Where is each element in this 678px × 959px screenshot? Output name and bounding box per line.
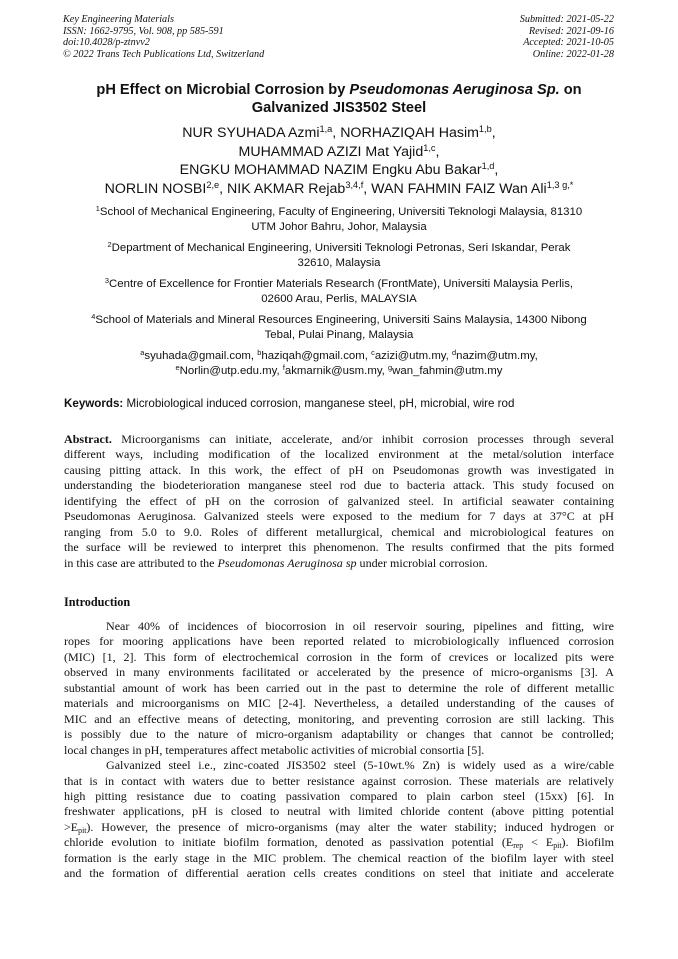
affiliation-number: 3 [104,275,110,285]
date-accepted: Accepted: 2021-10-05 [523,37,614,49]
paragraph-line: MIC and an effective means of detecting, monitoring, and preventing corrosion are still lacking. This [64,711,614,726]
affiliation [55,313,623,343]
title-part1: pH Effect on Microbial Corrosion by [96,82,350,98]
paragraph-line [64,820,614,835]
journal-copyright: © 2022 Trans Tech Publications Ltd, Switzerland [63,48,265,60]
author-sup: 1,b [478,123,492,134]
title-species: Pseudomonas Aeruginosa Sp. [349,82,560,98]
email-sup: g [388,362,393,372]
email-link[interactable]: azizi@utm.my [374,350,446,362]
affiliation-line: School of Materials and Mineral Resources Engineering, Universiti Sains Malaysia, 14300 Nibong [95,314,587,326]
title-part2: on [559,82,582,98]
subscript: pit [553,841,562,851]
affiliation-line: Department of Mechanical Engineering, Universiti Teknologi Petronas, Seri Iskandar, Perak [111,242,571,254]
abstract-label: Abstract. [64,432,112,446]
paragraph-line: Galvanized steel i.e., zinc-coated JIS3502 steel (5-10wt.% Zn) is widely used as a wire/cable [106,758,614,773]
email-link[interactable]: nazim@utm.my [456,350,535,362]
abstract-line: causing pitting attack. In this work, the effect of pH on Pseudomonas growth was investigated in [64,462,614,477]
affiliation-line: Tebal, Pulai Pinang, Malaysia [264,329,414,341]
journal-header-left [63,14,264,60]
abstract-line: different ways, including modification of the localized environment at the metal/solution interface [64,447,614,462]
keywords-text: Microbiological induced corrosion, manganese steel, pH, microbial, wire rod [123,397,515,410]
email-link[interactable]: akmarnik@usm.my [284,365,382,377]
email-link[interactable]: wan_fahmin@utm.my [392,365,503,377]
abstract-species: Pseudomonas Aeruginosa sp [217,555,357,570]
paragraph-line: (MIC) [1, 2]. This form of electrochemical corrosion in the form of crevices or localized pits were [64,649,614,664]
text-run: chloride evolution to initiate biofilm formation, denoted as passivation potential (E [64,835,514,850]
email-sup: e [175,362,180,372]
affiliation-line: Centre of Excellence for Frontier Materials Research (FrontMate), Universiti Malaysia Perlis, [109,278,574,290]
author-list: NUR SYUHADA Azmi$^{1,a}$, NORHAZIQAH Hasim$^{1,b}$, MUHAMMAD AZIZI Mat Yajid$^{1,c}$, ENGKU MOHAMMAD NAZIM Engku Abu Bakar$^{1,d}$, NORLIN NOSBI$^{2,e}$, NIK AKMAR Rejab$^{3,4,f}$, WAN FAHMIN FAIZ Wan Ali$^{1,3 g,*}$ [104,123,574,197]
affiliation-line: 02600 Arau, Perlis, MALAYSIA [261,293,417,305]
title-line2: Galvanized JIS3502 Steel [251,100,427,116]
keywords-label: Keywords: [64,397,124,410]
text-run: ). Biofilm [561,835,614,850]
text-run: < E [523,835,554,850]
journal-header-right [520,14,614,60]
section-heading-introduction: Introduction [64,595,131,609]
affiliation [55,277,623,307]
paragraph-line: Near 40% of incidences of biocorrosion in oil reservoir souring, pipelines and fitting, wire [106,619,614,633]
affiliation-number: 2 [107,239,112,249]
author-sup: 2,e [206,179,220,190]
subscript: pit [78,825,87,835]
paragraph-line: substantial amount of work has been carried out in the past to determine the role of different metallic [64,680,614,695]
email-list: $^a$syuhada@gmail.com, $^b$haziqah@gmail.com, $^c$azizi@utm.my, $^d$nazim@utm.my, $^e$Norlin@utp.edu.my, $^f$akmarnik@usm.my, $^g$wan_fahmin@utm.my [140,347,538,377]
author-name: NORHAZIQAH Hasim [340,125,479,141]
email-link[interactable]: syuhada@gmail.com [144,350,251,362]
email-link[interactable]: haziqah@gmail.com [261,350,365,362]
paragraph-line: materials and microorganisms on MIC [2-4]. Nevertheless, a detailed understanding of the causes of [64,696,614,711]
paper-title [40,81,638,117]
abstract-line: Pseudomonas Aeruginosa. Galvanized steels were exposed to the medium for 7 days at 37°C at pH [64,509,614,524]
author-name: MUHAMMAD AZIZI Mat Yajid [238,143,424,160]
author-sup: 1,a [319,123,333,134]
date-revised: Revised: 2021-09-16 [528,25,614,37]
journal-name: Key Engineering Materials [63,14,174,25]
abstract-line: identifying the effect of pH on the corrosion of galvanized steel. In artificial seawater containing [64,493,614,508]
affiliation-number: 1 [95,203,100,213]
introduction-body [64,619,614,882]
author-name: NIK AKMAR Rejab [227,180,346,197]
author-name: NUR SYUHADA Azmi [182,125,320,141]
abstract-line: understanding the biodeterioration manganese steel rod due to bacteria attack. This study focused on [64,478,614,493]
abstract [64,432,614,571]
affiliation-number: 4 [91,311,96,321]
affiliation-line: School of Mechanical Engineering, Faculty of Engineering, Universiti Teknologi Malaysia, 81310 [99,206,583,218]
abstract-line: ranging from 5.0 to 9.0. Roles of different metallurgical, chemical and microbiological features on [64,524,614,539]
email-sup: c [371,347,375,357]
journal-doi: doi:10.4028/p-ztnvv2 [63,37,150,49]
paragraph-line: and the formation of differential aeration cells creates conditions on steel that initiate and accelerate [64,866,614,881]
affiliation-line: UTM Johor Bahru, Johor, Malaysia [251,221,427,233]
author-sup: 1,3 g,* [546,179,574,190]
email-sup: a [140,347,145,357]
affiliation [55,205,623,235]
date-online: Online: 2022-01-28 [532,48,614,60]
paragraph-line: freshwater applications, pH is closed to neutral with limited chloride content (above pitting potential [64,804,614,819]
paragraph-line: local changes in pH, temperatures affect metabolic activities of microbial consortia [5]. [64,742,485,757]
affiliation [55,241,623,271]
journal-issn: ISSN: 1662-9795, Vol. 908, pp 585-591 [63,25,224,37]
paragraph-line [64,835,614,850]
email-sup: b [257,347,262,357]
abstract-line: Microorganisms can initiate, accelerate, and/or inhibit corrosion processes through several [111,432,614,446]
abstract-line: under microbial corrosion. [356,555,488,570]
subscript: rep [513,841,524,851]
keywords [64,397,624,411]
text-run: >E [64,819,79,834]
date-submitted: Submitted: 2021-05-22 [519,14,614,25]
author-sup: 3,4,f [345,179,364,190]
affiliation-list [55,205,623,379]
text-run: ). However, the presence of micro-organisms (may alter the water stability; induced hydrogen or [86,819,614,834]
abstract-line: in this case are attributed to the [64,555,218,570]
author-name: NORLIN NOSBI [104,180,207,197]
abstract-line: the surface will be reviewed to interpret this phenomenon. The results confirmed that the pits formed [64,540,614,555]
author-name: WAN FAHMIN FAIZ Wan Ali [371,180,547,197]
paragraph-line: high pitting resistance due to coating passivation compared to plain carbon steel (15xx) [6]. In [64,788,614,803]
paragraph-line: ropes for mooring applications have been reported related to microbiologically influenced corrosion [64,634,614,649]
email-link[interactable]: Norlin@utp.edu.my [179,365,277,377]
affiliation-line: 32610, Malaysia [297,257,381,269]
paragraph-line: is possibly due to the nature of micro-organism adaptability or changes that cannot be controlled; [64,727,614,742]
author-name: ENGKU MOHAMMAD NAZIM Engku Abu Bakar [179,162,482,179]
author-sup: 1,c [423,142,436,153]
paragraph-line: observed in many environments facilitated or accelerated by the presence of micro-organisms [3]. A [64,665,614,680]
email-sup: d [452,347,457,357]
paragraph-line: formation is the early stage in the MIC problem. The chemical reaction of the biofilm layer with steel [64,850,614,865]
paragraph-line: that is in contact with waters due to better resistance against corrosion. These materials are relatively [64,773,614,788]
author-sup: 1,d [481,161,495,172]
email-sup: f [282,362,285,372]
